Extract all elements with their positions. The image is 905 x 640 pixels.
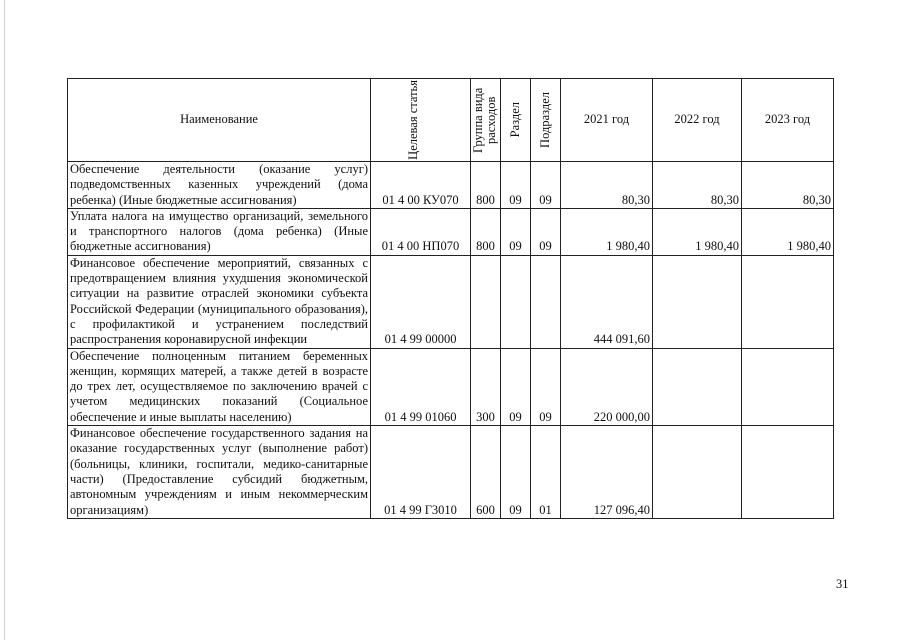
header-subsection: Подраздел: [531, 79, 561, 162]
row-subsection: [531, 255, 561, 348]
row-2023: [742, 255, 834, 348]
row-2021: 127 096,40: [561, 426, 653, 519]
row-2023: 80,30: [742, 162, 834, 209]
table-row: [68, 208, 834, 255]
row-2023: [742, 348, 834, 425]
row-section: 09: [501, 426, 531, 519]
row-target: 01 4 99 00000: [371, 255, 471, 348]
row-target: 01 4 00 НП070: [371, 208, 471, 255]
row-section: 09: [501, 208, 531, 255]
header-row: [68, 79, 834, 162]
row-target: 01 4 99 01060: [371, 348, 471, 425]
table-row: [68, 426, 834, 519]
row-2021: 220 000,00: [561, 348, 653, 425]
row-name: Финансовое обеспечение мероприятий, связанных с предотвращением влияния ухудшения экономической ситуации на развитие отраслей экономики субъекта Российской Федерации (муниципального образования), с профилактикой и устранением последствий распространения коронавирусной инфекции: [68, 255, 371, 348]
table-row: [68, 348, 834, 425]
header-2023: 2023 год: [742, 79, 834, 162]
row-group: 300: [471, 348, 501, 425]
row-subsection: 01: [531, 426, 561, 519]
row-2022: [653, 348, 742, 425]
row-name: Уплата налога на имущество организаций, земельного и транспортного налогов (дома ребенка) (Иные бюджетные ассигнования): [68, 208, 371, 255]
row-2022: 1 980,40: [653, 208, 742, 255]
row-section: [501, 255, 531, 348]
row-2023: 1 980,40: [742, 208, 834, 255]
row-subsection: 09: [531, 348, 561, 425]
header-section: Раздел: [501, 79, 531, 162]
page-number: 31: [836, 577, 849, 591]
row-section: 09: [501, 348, 531, 425]
row-target: 01 4 99 Г3010: [371, 426, 471, 519]
budget-table: [67, 78, 834, 519]
row-2021: 80,30: [561, 162, 653, 209]
row-2022: [653, 426, 742, 519]
row-subsection: 09: [531, 208, 561, 255]
page-edge-line: [4, 0, 5, 640]
row-2022: 80,30: [653, 162, 742, 209]
row-group: [471, 255, 501, 348]
header-target: Целевая статья: [371, 79, 471, 162]
row-name: Финансовое обеспечение государственного задания на оказание государственных услуг (выполнение работ) (больницы, клиники, госпитали, медико-санитарные части) (Предоставление субсидий бюджетным, автономным учреждениям и иным некоммерческим организациям): [68, 426, 371, 519]
header-2022: 2022 год: [653, 79, 742, 162]
header-name: Наименование: [68, 79, 371, 162]
row-name: Обеспечение полноценным питанием беременных женщин, кормящих матерей, а также детей в возрасте до трех лет, осуществляемое по заключению врачей с учетом медицинских показаний (Социальное обеспечение и иные выплаты населению): [68, 348, 371, 425]
header-2021: 2021 год: [561, 79, 653, 162]
row-2022: [653, 255, 742, 348]
table-row: [68, 255, 834, 348]
table-row: [68, 162, 834, 209]
row-target: 01 4 00 КУ070: [371, 162, 471, 209]
row-name: Обеспечение деятельности (оказание услуг) подведомственных казенных учреждений (дома ребенка) (Иные бюджетные ассигнования): [68, 162, 371, 209]
row-group: 800: [471, 208, 501, 255]
row-group: 600: [471, 426, 501, 519]
row-group: 800: [471, 162, 501, 209]
row-2021: 1 980,40: [561, 208, 653, 255]
row-2023: [742, 426, 834, 519]
row-2021: 444 091,60: [561, 255, 653, 348]
header-group: Группа вида расходов: [471, 79, 501, 162]
row-section: 09: [501, 162, 531, 209]
row-subsection: 09: [531, 162, 561, 209]
